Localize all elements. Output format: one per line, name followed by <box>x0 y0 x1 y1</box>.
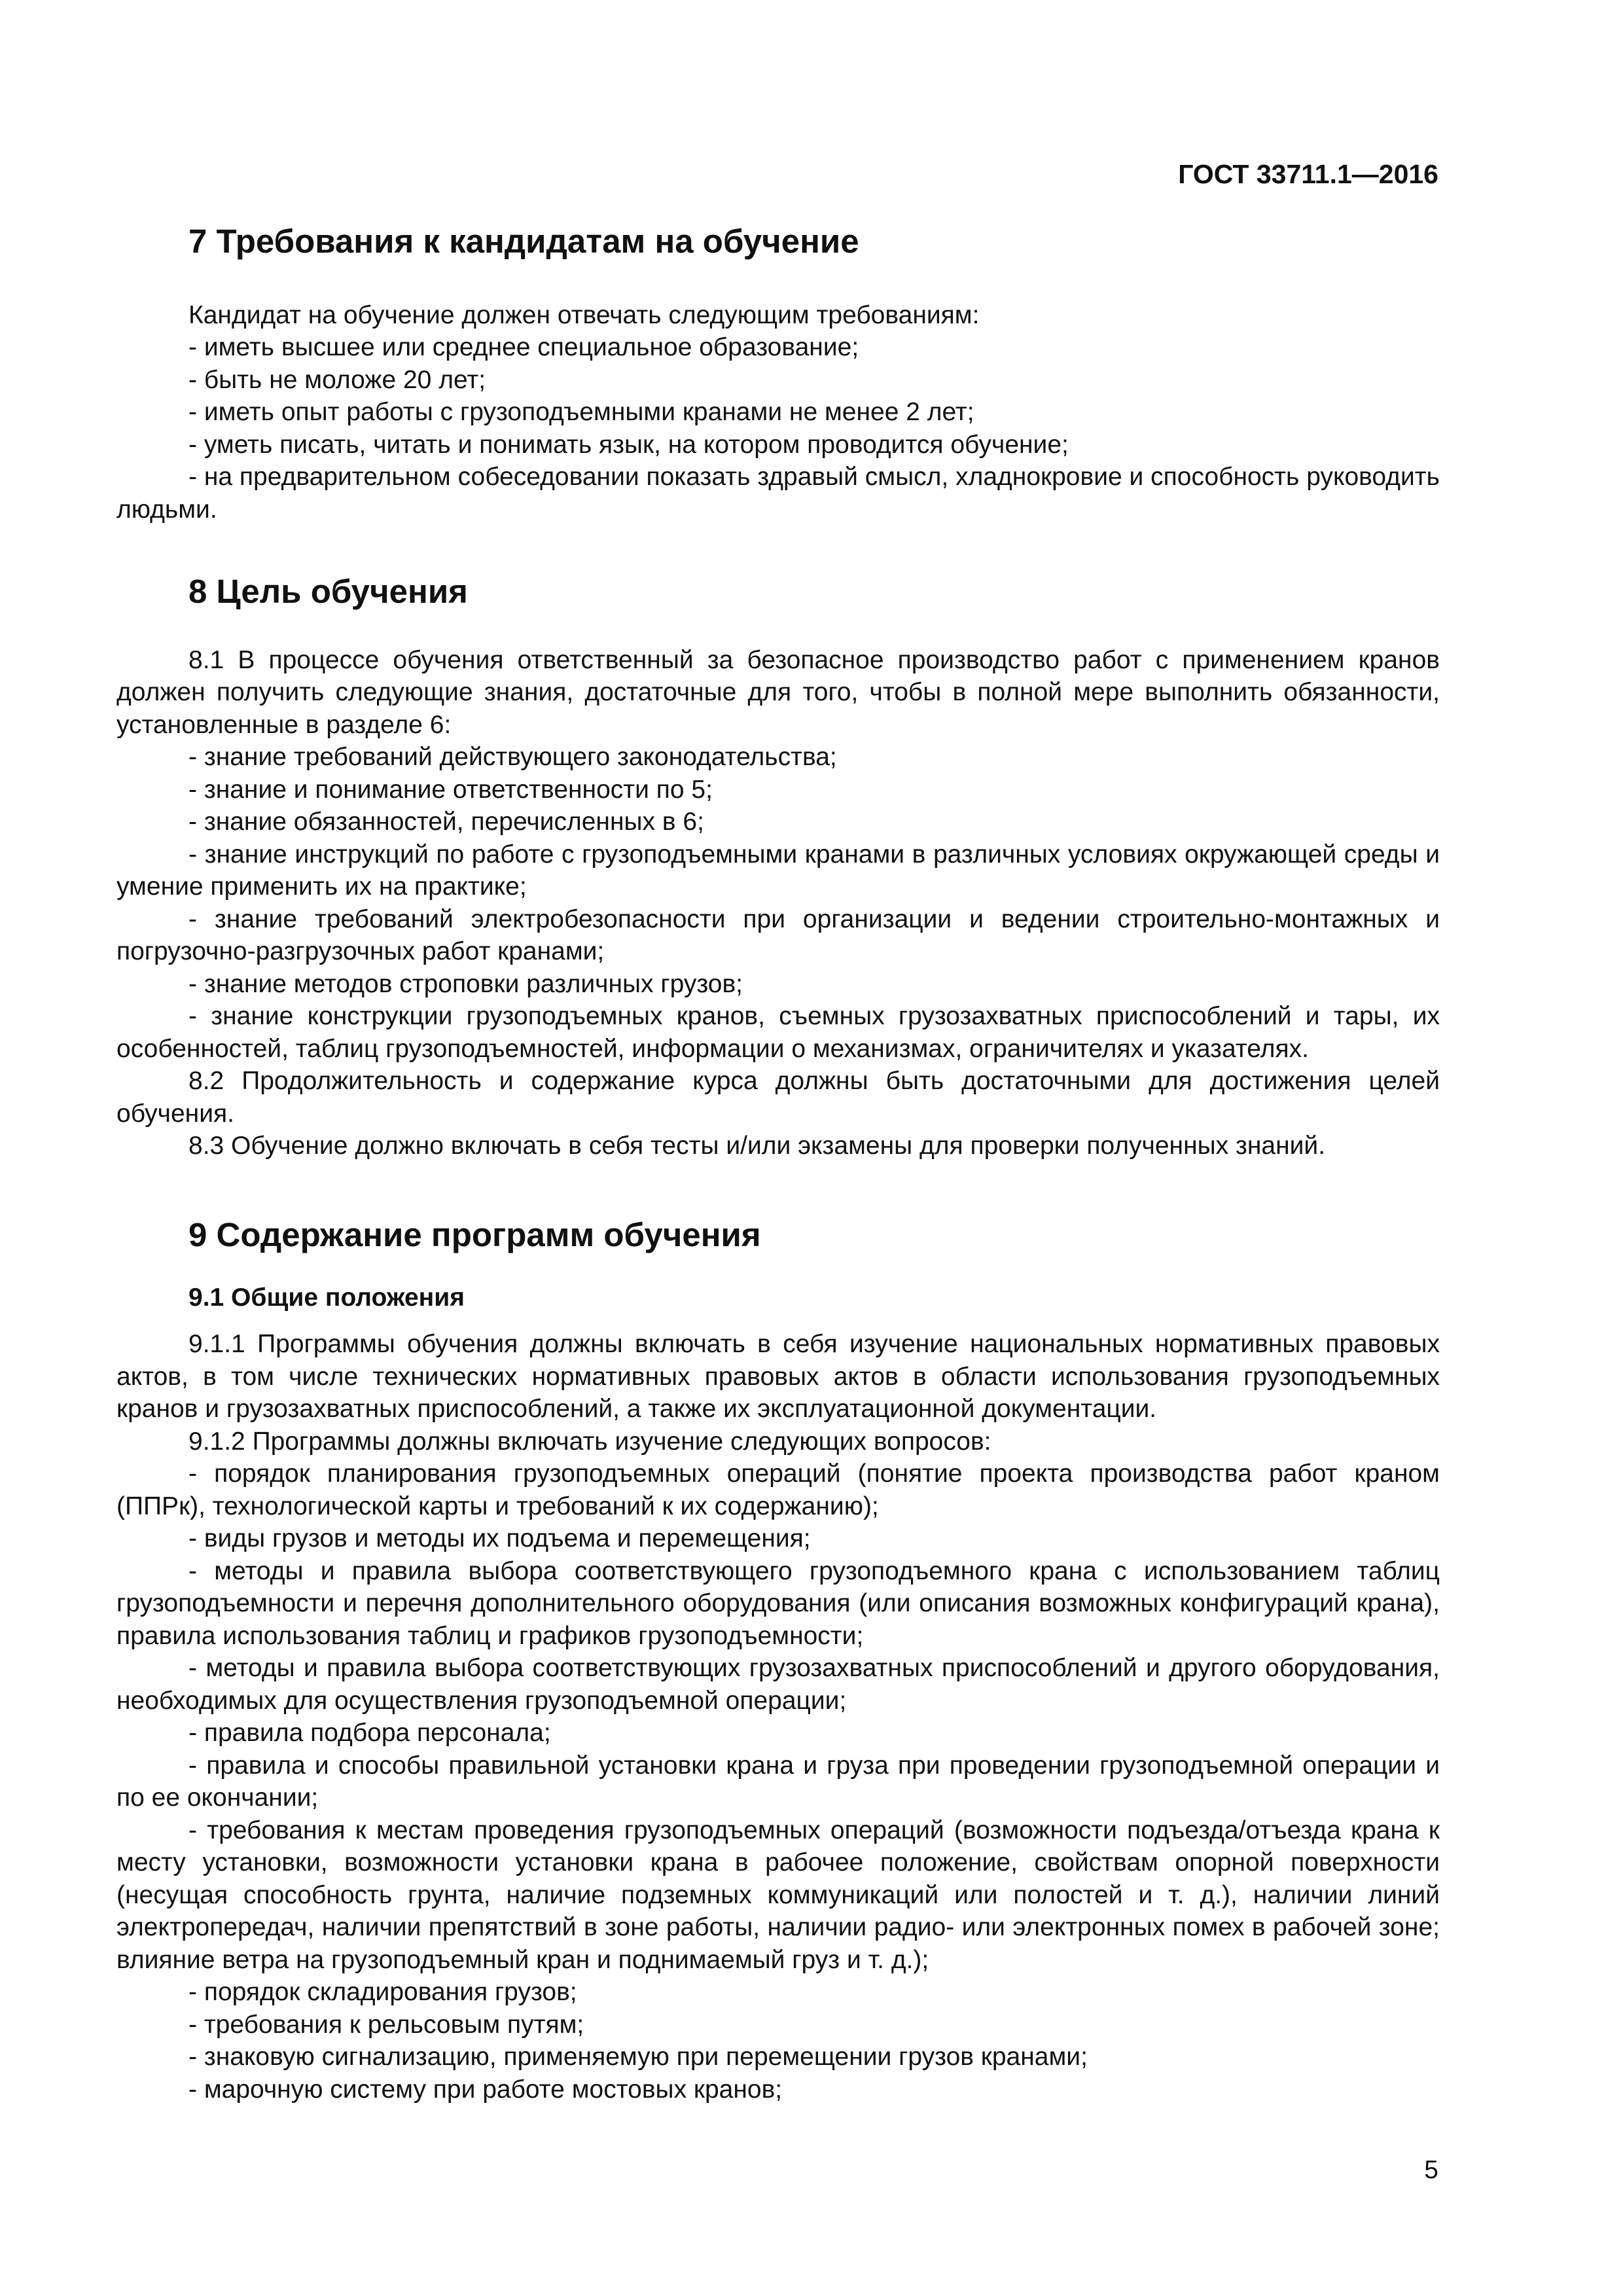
section-7-list-item: - быть не моложе 20 лет; <box>188 365 486 394</box>
section-9-heading: 9 Содержание программ обучения <box>188 1215 761 1253</box>
section-9-list-item: - требования к рельсовым путям; <box>188 2010 584 2039</box>
section-7-list-item: - на предварительном собеседовании показать здравый смысл, хладнокровие и способность руководить людьми. <box>116 463 1440 524</box>
section-8-list-item: - знание требований электробезопасности при организации и ведении строительно-монтажных и погрузочно-разгрузочных работ кранами; <box>116 905 1440 966</box>
section-9-list-item: - знаковую сигнализацию, применяемую при перемещении грузов кранами; <box>188 2043 1088 2072</box>
section-9-list-item: - методы и правила выбора соответствующего грузоподъемного крана с использованием таблиц грузоподъемности и перечня дополнительного оборудования (или описания возможных конфигураций крана), правила использования таблиц и графиков грузоподъемности; <box>116 1556 1440 1650</box>
section-8-heading: 8 Цель обучения <box>188 573 468 611</box>
section-9-paragraph: 9.1.1 Программы обучения должны включать в себя изучение национальных нормативных правовых актов, в том числе технических нормативных правовых актов в области использования грузоподъемных кранов и грузозахватных приспособлений, а также их эксплуатационной документации. <box>116 1330 1440 1424</box>
section-8-list-item: - знание методов строповки различных грузов; <box>188 969 743 998</box>
section-9-list-item: - правила и способы правильной установки крана и груза при проведении грузоподъемной операции и по ее окончании; <box>116 1751 1440 1812</box>
section-8-paragraph: 8.1 В процессе обучения ответственный за безопасное производство работ с применением кранов должен получить следующие знания, достаточные для того, чтобы в полной мере выполнить обязанности, установленные в разделе 6: <box>116 645 1440 739</box>
section-7-list-item: - уметь писать, читать и понимать язык, на котором проводится обучение; <box>188 430 1069 459</box>
section-8-list-item: - знание требований действующего законодательства; <box>188 743 837 772</box>
section-8-paragraph: 8.3 Обучение должно включать в себя тесты и/или экзамены для проверки полученных знаний. <box>188 1132 1326 1160</box>
section-8-paragraph: 8.2 Продолжительность и содержание курса должны быть достаточными для достижения целей обучения. <box>116 1067 1440 1128</box>
section-9-paragraph: 9.1.2 Программы должны включать изучение следующих вопросов: <box>188 1427 991 1456</box>
section-8-list-item: - знание обязанностей, перечисленных в 6; <box>188 808 704 836</box>
section-9-1-subheading: 9.1 Общие положения <box>188 1283 465 1312</box>
section-7-paragraph: Кандидат на обучение должен отвечать следующим требованиям: <box>188 300 980 329</box>
section-9-list-item: - виды грузов и методы их подъема и перемещения; <box>188 1524 811 1553</box>
section-7-heading: 7 Требования к кандидатам на обучение <box>188 223 859 260</box>
document-code: ГОСТ 33711.1—2016 <box>1178 159 1438 189</box>
section-8-list-item: - знание конструкции грузоподъемных кранов, съемных грузозахватных приспособлений и тары, их особенностей, таблиц грузоподъемностей, информации о механизмах, ограничителях и указателях. <box>116 1002 1440 1063</box>
section-9-list-item: - порядок складирования грузов; <box>188 1978 577 2007</box>
section-9-list-item: - требования к местам проведения грузоподъемных операций (возможности подъезда/отъезда крана к месту установки, возможности установки крана в рабочее положение, свойствам опорной поверхности (несущая способность грунта, наличие подземных коммуникаций или полостей и т. д.), наличии линий электропередач, наличии препятствий в зоне работы, наличии радио- или электронных помех в рабочей зоне; влияние ветра на грузоподъемный кран и поднимаемый груз и т. д.); <box>116 1816 1440 1974</box>
page-content <box>116 223 1440 2106</box>
page-number: 5 <box>1424 2156 1438 2184</box>
section-7-list-item: - иметь опыт работы с грузоподъемными кранами не менее 2 лет; <box>188 398 974 427</box>
section-8-list-item: - знание и понимание ответственности по 5; <box>188 775 713 804</box>
section-9-list-item: - марочную систему при работе мостовых кранов; <box>188 2075 783 2104</box>
section-9-list-item: - порядок планирования грузоподъемных операций (понятие проекта производства работ краном (ППРк), технологической карты и требований к их содержанию); <box>116 1460 1440 1520</box>
section-9-list-item: - методы и правила выбора соответствующих грузозахватных приспособлений и другого оборудования, необходимых для осуществления грузоподъемной операции; <box>116 1654 1440 1715</box>
section-9-list-item: - правила подбора персонала; <box>188 1719 551 1748</box>
section-7-list-item: - иметь высшее или среднее специальное образование; <box>188 333 859 362</box>
section-8-list-item: - знание инструкций по работе с грузоподъемными кранами в различных условиях окружающей среды и умение применить их на практике; <box>116 840 1440 901</box>
